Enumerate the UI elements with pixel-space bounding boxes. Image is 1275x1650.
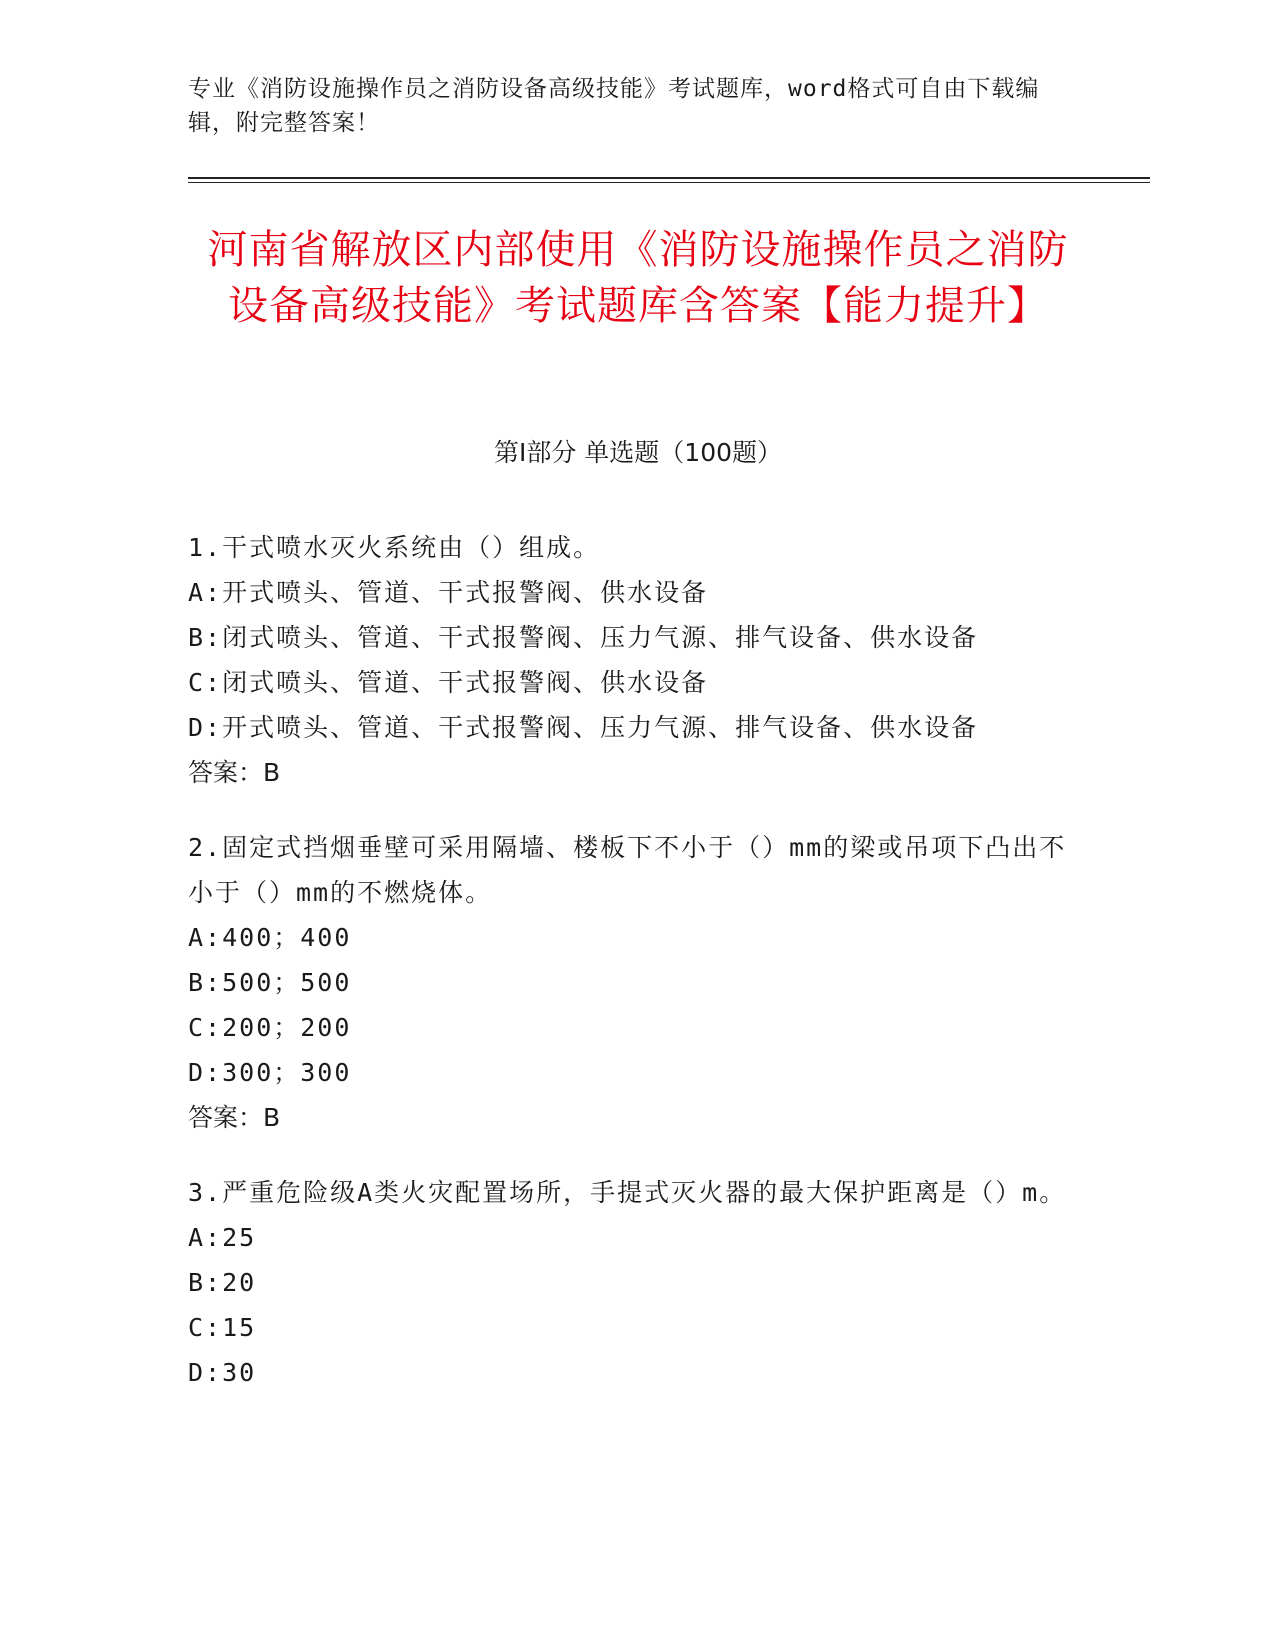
option-b: B:闭式喷头、管道、干式报警阀、压力气源、排气设备、供水设备 (188, 623, 979, 652)
question-stem: 3.严重危险级A类火灾配置场所，手提式灭火器的最大保护距离是（）m。 (188, 1178, 1067, 1207)
question-1 (188, 525, 1068, 795)
option-a: A:400；400 (188, 923, 352, 952)
header-rule-thick (188, 177, 1150, 179)
answer: 答案：B (188, 758, 281, 787)
option-a: A:25 (188, 1223, 257, 1252)
question-stem: 1.干式喷水灭火系统由（）组成。 (188, 533, 601, 562)
document-title: 河南省解放区内部使用《消防设施操作员之消防设备高级技能》考试题库含答案【能力提升】 (207, 227, 1069, 329)
option-b: B:20 (188, 1268, 257, 1297)
option-c: C:闭式喷头、管道、干式报警阀、供水设备 (188, 668, 709, 697)
option-d: D:开式喷头、管道、干式报警阀、压力气源、排气设备、供水设备 (188, 713, 979, 742)
question-3 (188, 1170, 1068, 1395)
answer: 答案：B (188, 1103, 281, 1132)
option-b: B:500；500 (188, 968, 352, 997)
option-a: A:开式喷头、管道、干式报警阀、供水设备 (188, 578, 709, 607)
question-2 (188, 825, 1068, 1140)
option-d: D:300；300 (188, 1058, 352, 1087)
section-title: 第I部分 单选题（100题） (493, 438, 783, 467)
header-rule-thin (188, 182, 1150, 183)
question-stem: 2.固定式挡烟垂壁可采用隔墙、楼板下不小于（）mm的梁或吊项下凸出不小于（）mm的不燃烧体。 (188, 833, 1067, 907)
option-c: C:15 (188, 1313, 257, 1342)
question-list (188, 525, 1068, 1425)
option-c: C:200；200 (188, 1013, 352, 1042)
header-note: 专业《消防设施操作员之消防设备高级技能》考试题库，word格式可自由下载编辑，附完整答案！ (188, 76, 1040, 136)
option-d: D:30 (188, 1358, 257, 1387)
